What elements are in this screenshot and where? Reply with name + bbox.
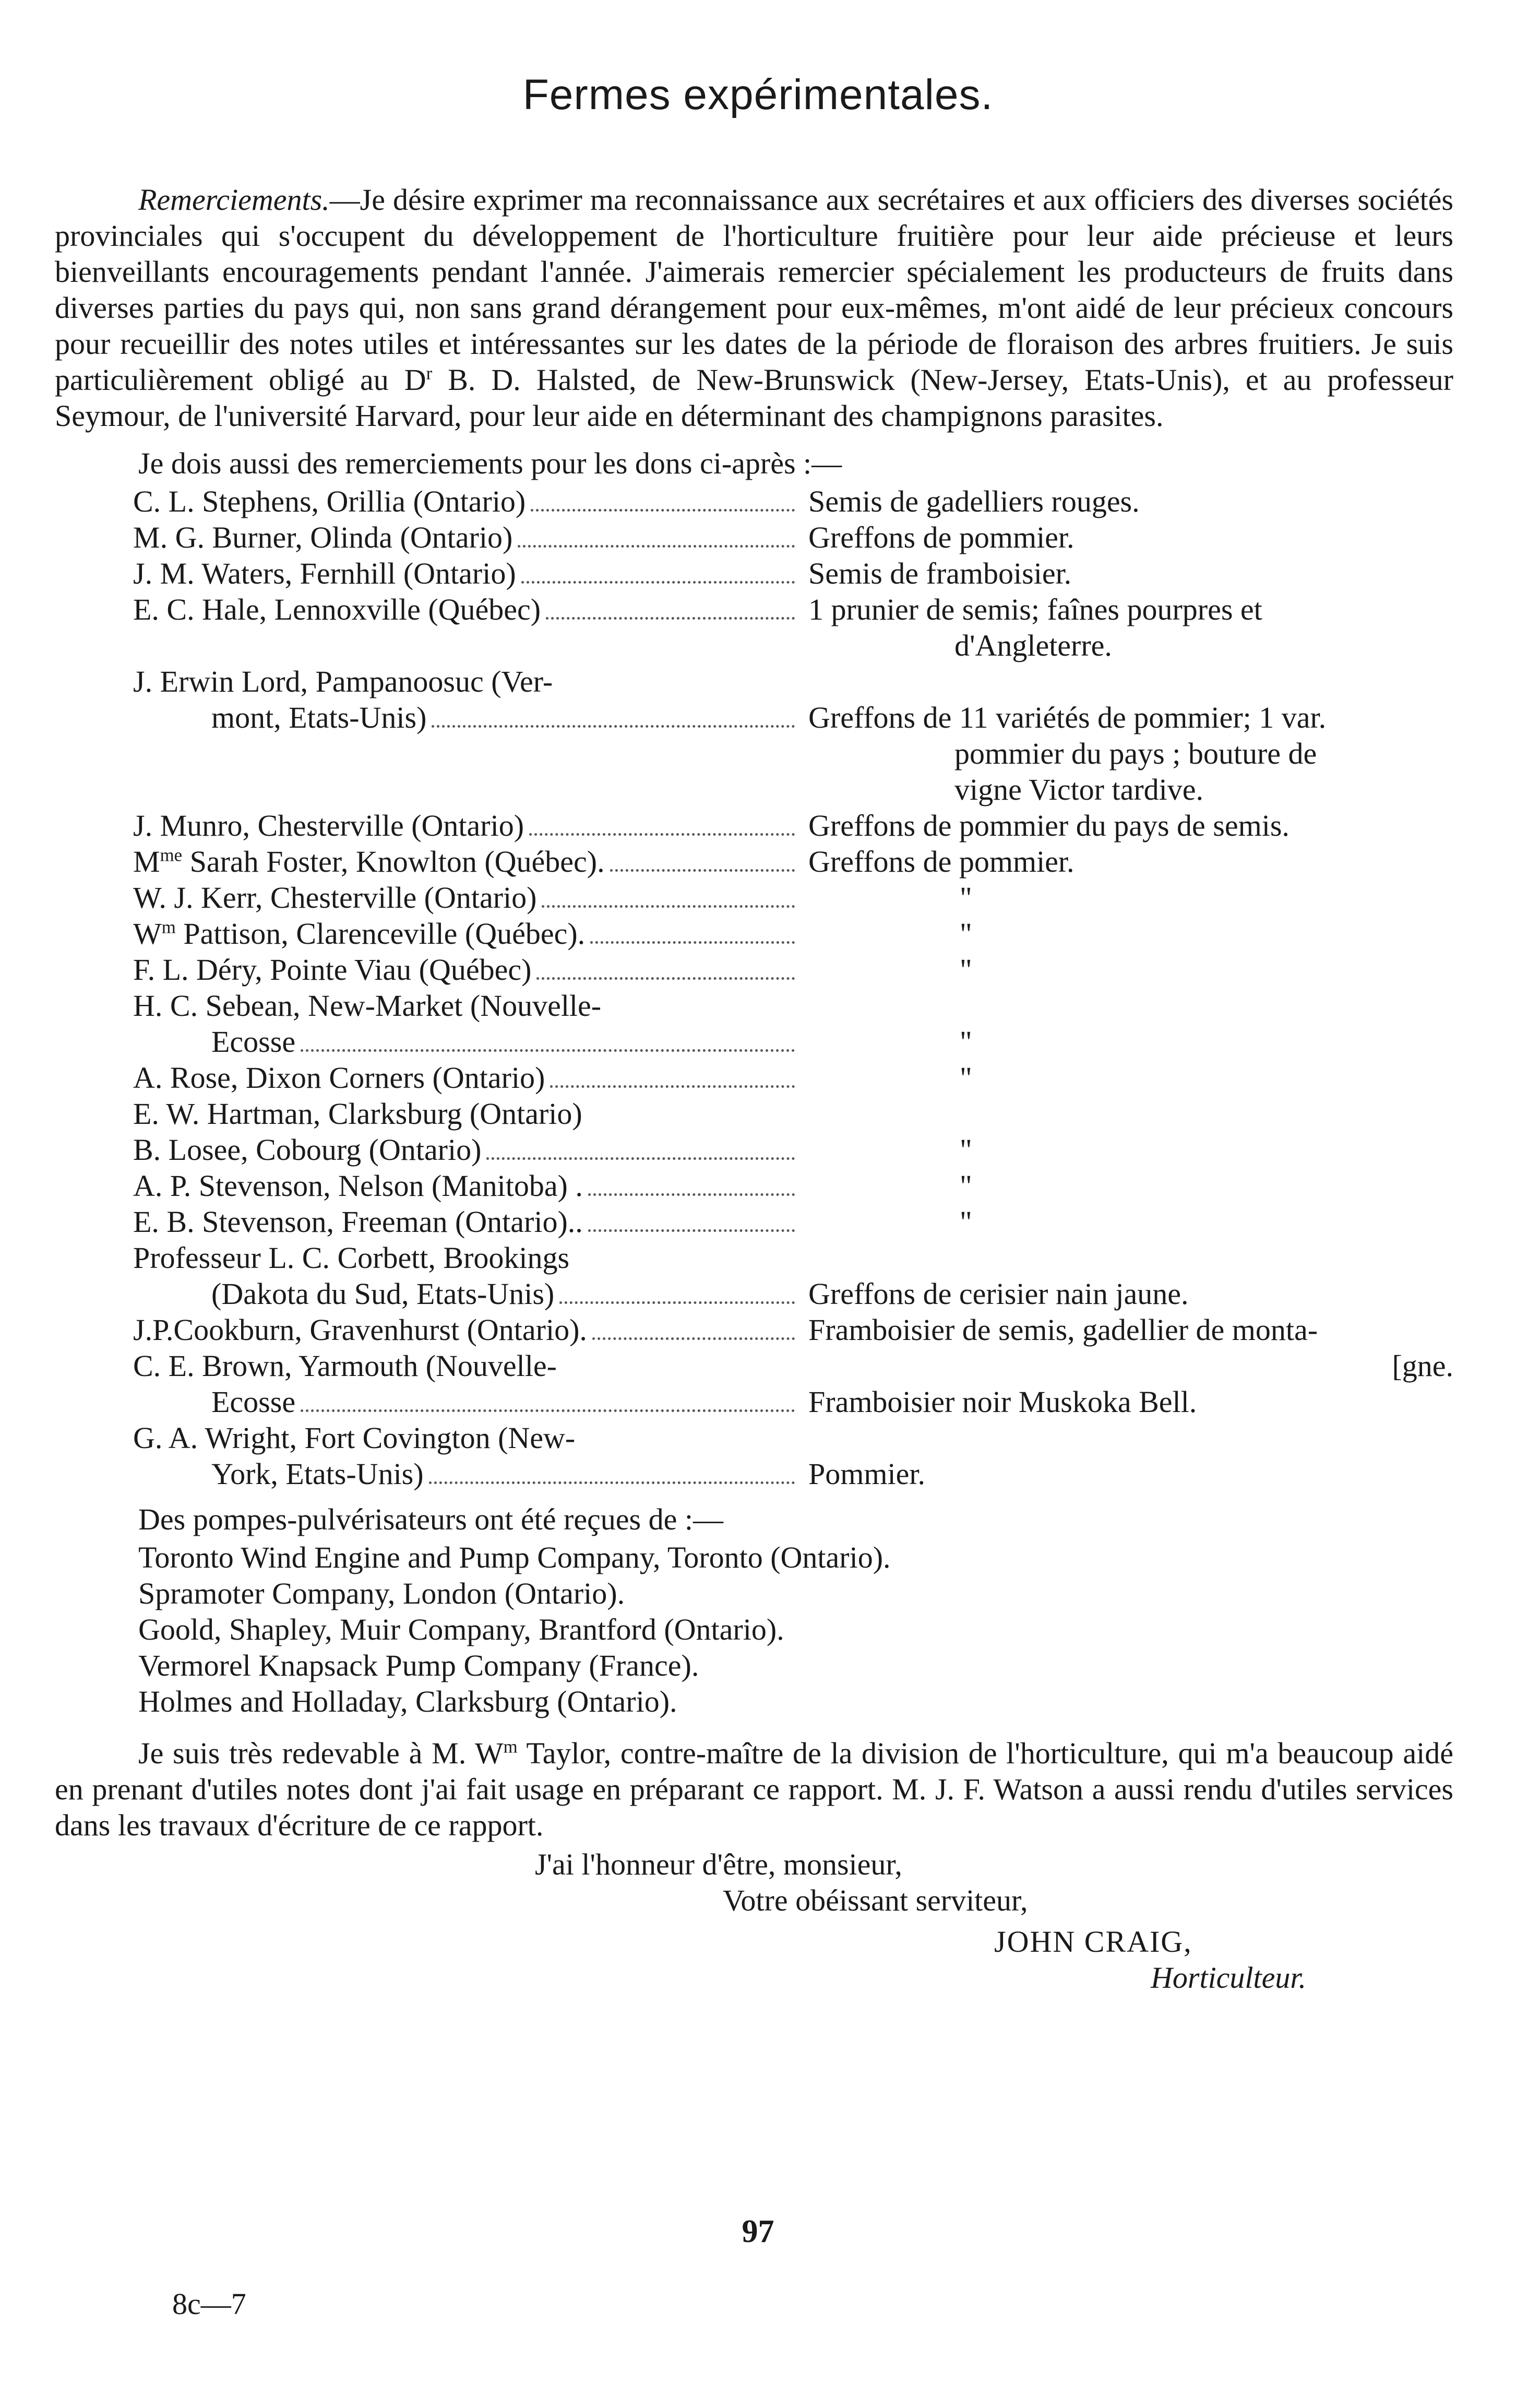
thanks-lead: Remerciements. bbox=[138, 183, 330, 217]
gift-donor-name: E. W. Hartman, Clarksburg (Ontario) bbox=[133, 1097, 582, 1131]
gift-row bbox=[133, 844, 1453, 880]
closing-text: Je suis très redevable à M. W bbox=[138, 1736, 504, 1770]
gift-donor bbox=[133, 483, 801, 519]
running-title: Fermes expérimentales. bbox=[522, 71, 994, 118]
gift-donor-name: J.P.Cookburn, Gravenhurst (Ontario). bbox=[133, 1313, 587, 1347]
gift-donor bbox=[133, 1204, 801, 1240]
gift-item bbox=[801, 1312, 1453, 1348]
thanks-text: —Je désire exprimer ma reconnaissance aux secrétaires et aux officiers des diverses sociétés provinciales qui s'occupent du développement de l'horticulture fruitière pour leur aide précieuse et leurs bienveillants encouragements pendant l'année. J'aimerais remercier spécialement les producteurs de fruits dans diverses parties du pays qui, non sans grand dérangement pour eux-mêmes, m'ont aidé de leur précieux concours pour recueillir des notes utiles et intéressantes sur les dates de la période de floraison des arbres fruitiers. Je suis particulièrement obligé au D bbox=[55, 183, 1453, 397]
ditto-mark: " bbox=[960, 1133, 972, 1167]
gift-item bbox=[801, 916, 1453, 952]
dot-leader bbox=[592, 1337, 795, 1340]
gift-text: Framboisier de semis, gadellier de monta- bbox=[808, 1313, 1318, 1347]
gift-text-cont: pommier du pays ; bouture de bbox=[954, 737, 1317, 770]
gift-donor bbox=[133, 844, 801, 880]
gift-row bbox=[133, 555, 1453, 591]
gift-donor-name: G. A. Wright, Fort Covington (New- bbox=[133, 1421, 576, 1455]
gift-donor-cont: (Dakota du Sud, Etats-Unis) bbox=[211, 1277, 555, 1311]
gift-donor-block bbox=[133, 663, 801, 736]
gift-donor-name: M. G. Burner, Olinda (Ontario) bbox=[133, 520, 513, 554]
dot-leader bbox=[588, 1193, 795, 1196]
gift-row bbox=[133, 916, 1453, 952]
gift-text-cont: vigne Victor tardive. bbox=[954, 773, 1204, 806]
gift-text: Semis de framboisier. bbox=[808, 556, 1072, 590]
gift-text: Greffons de pommier. bbox=[808, 520, 1075, 554]
gift-donor-prefix: W bbox=[133, 917, 162, 951]
gift-donor bbox=[133, 808, 801, 844]
gift-donor-block bbox=[133, 1240, 801, 1312]
dot-leader bbox=[429, 1481, 795, 1484]
gift-donor bbox=[133, 1132, 801, 1168]
gift-item bbox=[801, 808, 1453, 844]
gift-donor bbox=[133, 952, 801, 988]
gift-row bbox=[133, 952, 1453, 988]
gift-donor-cont: Ecosse bbox=[211, 1385, 296, 1419]
dot-leader bbox=[531, 509, 795, 512]
gift-donor-cont-line bbox=[133, 1276, 801, 1312]
gift-donor-cont: mont, Etats-Unis) bbox=[211, 701, 427, 734]
signature-name: JOHN CRAIG, bbox=[994, 1925, 1192, 1959]
gift-text: Greffons de pommier du pays de semis. bbox=[808, 809, 1290, 843]
gift-donor bbox=[133, 1240, 801, 1312]
dot-leader bbox=[301, 1409, 795, 1412]
dot-leader bbox=[529, 833, 795, 836]
gift-row bbox=[133, 519, 1453, 555]
dot-leader bbox=[518, 545, 795, 548]
gift-row bbox=[133, 1132, 1453, 1168]
dot-leader bbox=[542, 905, 795, 908]
ditto-mark: " bbox=[960, 1205, 972, 1239]
sprayers-intro: Des pompes-pulvérisateurs ont été reçues de :— bbox=[138, 1502, 723, 1536]
sprayer-supplier: Goold, Shapley, Muir Company, Brantford (Ontario). bbox=[138, 1612, 784, 1646]
gift-blank-line bbox=[808, 988, 1453, 1024]
gift-donor-cont-line bbox=[133, 1024, 801, 1060]
gift-item bbox=[801, 1240, 1453, 1312]
gift-donor-name: A. Rose, Dixon Corners (Ontario) bbox=[133, 1061, 545, 1095]
gift-donor bbox=[133, 555, 801, 591]
gift-donor-name: J. Erwin Lord, Pampanoosuc (Ver- bbox=[133, 665, 553, 698]
gift-donor-cont: York, Etats-Unis) bbox=[211, 1457, 424, 1491]
ditto-mark: " bbox=[960, 953, 972, 987]
gift-item bbox=[801, 483, 1453, 519]
gift-item bbox=[801, 1132, 1453, 1168]
gift-row bbox=[133, 591, 1453, 663]
dot-leader bbox=[550, 1085, 795, 1088]
gift-donor-name: A. P. Stevenson, Nelson (Manitoba) . bbox=[133, 1169, 583, 1203]
dot-leader bbox=[590, 941, 795, 944]
gift-donor bbox=[133, 1060, 801, 1096]
gift-text: Greffons de cerisier nain jaune. bbox=[808, 1277, 1189, 1311]
gift-donor-name: J. Munro, Chesterville (Ontario) bbox=[133, 809, 524, 843]
sprayer-list bbox=[138, 1539, 1453, 1719]
gift-donor-rest: Sarah Foster, Knowlton (Québec). bbox=[182, 845, 605, 879]
gift-item bbox=[801, 591, 1453, 663]
gift-row bbox=[133, 1240, 1453, 1312]
sprayer-supplier: Vermorel Knapsack Pump Company (France). bbox=[138, 1648, 699, 1682]
gift-donor-cont-line bbox=[133, 699, 801, 736]
gift-donor-block bbox=[133, 1348, 801, 1420]
dot-leader bbox=[559, 1301, 795, 1304]
gift-row bbox=[133, 1168, 1453, 1204]
ditto-mark: " bbox=[960, 917, 972, 951]
gift-donor-name: H. C. Sebean, New-Market (Nouvelle- bbox=[133, 989, 602, 1023]
dot-leader bbox=[610, 869, 795, 872]
gift-item bbox=[801, 988, 1453, 1060]
gift-blank-line bbox=[808, 663, 1453, 699]
gift-donor-name bbox=[133, 844, 605, 880]
body-text bbox=[55, 182, 1453, 1996]
gift-donor-name bbox=[133, 916, 585, 952]
dot-leader bbox=[536, 977, 795, 980]
complimentary-close: Votre obéissant serviteur, bbox=[723, 1883, 1028, 1917]
gift-donor-name: E. B. Stevenson, Freeman (Ontario).. bbox=[133, 1205, 583, 1239]
gift-row bbox=[133, 808, 1453, 844]
gift-donor bbox=[133, 916, 801, 952]
gift-item bbox=[801, 663, 1453, 808]
gift-donor bbox=[133, 591, 801, 627]
gift-row bbox=[133, 988, 1453, 1060]
gift-text: 1 prunier de semis; faînes pourpres et bbox=[808, 592, 1262, 626]
gift-item bbox=[801, 1060, 1453, 1096]
gift-row bbox=[133, 1348, 1453, 1420]
gift-donor-prefix: M bbox=[133, 845, 160, 879]
closing-text-after: Taylor, contre-maître de la division de l'horticulture, qui m'a beaucoup aidé en prenant d'utiles notes dont j'ai fait usage en préparant ce rapport. M. J. F. Watson a aussi rendu d'utiles services dans les travaux d'écriture de ce rapport. bbox=[55, 1736, 1453, 1842]
gift-donor-name: C. L. Stephens, Orillia (Ontario) bbox=[133, 484, 526, 518]
gift-donor-cont-line bbox=[133, 1384, 801, 1420]
gift-row bbox=[133, 1420, 1453, 1492]
gifts-intro: Je dois aussi des remerciements pour les dons ci-après :— bbox=[138, 446, 842, 480]
sprayer-supplier: Toronto Wind Engine and Pump Company, Toronto (Ontario). bbox=[138, 1540, 891, 1574]
gift-text: Pommier. bbox=[808, 1457, 925, 1491]
gift-donor-sup: m bbox=[161, 917, 176, 938]
gift-donor-name: C. E. Brown, Yarmouth (Nouvelle- bbox=[133, 1349, 557, 1383]
gift-row bbox=[133, 663, 1453, 808]
gift-donor bbox=[133, 880, 801, 916]
dot-leader bbox=[546, 617, 795, 620]
gift-text-cont: Framboisier noir Muskoka Bell. bbox=[808, 1385, 1197, 1419]
thanks-paragraph bbox=[55, 182, 1453, 434]
gift-donor-name: F. L. Déry, Pointe Viau (Québec) bbox=[133, 953, 532, 987]
printer-signature-mark: 8c—7 bbox=[172, 2287, 246, 2321]
dot-leader bbox=[432, 725, 795, 728]
gift-donor bbox=[133, 1168, 801, 1204]
gift-text: Greffons de 11 variétés de pommier; 1 var. bbox=[808, 701, 1327, 734]
gift-donor bbox=[133, 1348, 801, 1420]
gift-donor bbox=[133, 1420, 801, 1492]
page-number: 97 bbox=[742, 2214, 774, 2249]
gift-row bbox=[133, 1096, 1453, 1132]
gift-text-cont: d'Angleterre. bbox=[954, 628, 1112, 662]
gift-row bbox=[133, 1204, 1453, 1240]
gift-item bbox=[801, 1348, 1453, 1420]
gift-row bbox=[133, 1060, 1453, 1096]
gift-text: [gne. bbox=[1392, 1349, 1453, 1383]
gift-donor-sup: me bbox=[160, 845, 183, 865]
salutation: J'ai l'honneur d'être, monsieur, bbox=[535, 1847, 902, 1881]
gift-item bbox=[801, 880, 1453, 916]
dot-leader bbox=[521, 581, 795, 584]
gift-donor bbox=[133, 663, 801, 736]
gift-row bbox=[133, 880, 1453, 916]
gift-list bbox=[133, 483, 1453, 1492]
gift-donor-block bbox=[133, 1420, 801, 1492]
sprayer-supplier: Spramoter Company, London (Ontario). bbox=[138, 1576, 625, 1610]
ditto-mark: " bbox=[960, 1061, 972, 1095]
gift-donor bbox=[133, 1096, 801, 1132]
signature-title: Horticulteur. bbox=[1151, 1961, 1307, 1995]
gift-item bbox=[801, 1420, 1453, 1492]
gift-donor-rest: Pattison, Clarenceville (Québec). bbox=[175, 917, 586, 951]
gift-item bbox=[801, 844, 1453, 880]
gift-item bbox=[801, 1168, 1453, 1204]
gift-item bbox=[801, 519, 1453, 555]
gift-donor-cont-line bbox=[133, 1456, 801, 1492]
gift-donor-name: B. Losee, Cobourg (Ontario) bbox=[133, 1133, 482, 1167]
gift-item bbox=[801, 1204, 1453, 1240]
gift-item bbox=[801, 952, 1453, 988]
dot-leader bbox=[486, 1157, 795, 1160]
dot-leader bbox=[588, 1229, 795, 1232]
dot-leader bbox=[301, 1049, 795, 1052]
gift-item bbox=[801, 555, 1453, 591]
ditto-mark: " bbox=[960, 881, 972, 915]
gift-donor bbox=[133, 519, 801, 555]
closing-paragraph bbox=[55, 1735, 1453, 1843]
gift-row bbox=[133, 483, 1453, 519]
gift-donor bbox=[133, 988, 801, 1060]
sprayer-supplier: Holmes and Holladay, Clarksburg (Ontario). bbox=[138, 1685, 677, 1718]
thanks-dr-sup: r bbox=[426, 363, 433, 384]
gift-donor-name: W. J. Kerr, Chesterville (Ontario) bbox=[133, 881, 537, 915]
ditto-mark: " bbox=[960, 1025, 972, 1059]
gift-donor-name: Professeur L. C. Corbett, Brookings bbox=[133, 1241, 570, 1275]
closing-sup: m bbox=[503, 1736, 518, 1757]
gift-text: Semis de gadelliers rouges. bbox=[808, 484, 1140, 518]
gift-donor-cont: Ecosse bbox=[211, 1025, 296, 1059]
gift-donor-name: J. M. Waters, Fernhill (Ontario) bbox=[133, 556, 516, 590]
gift-blank-line bbox=[808, 1240, 1453, 1276]
gift-donor-block bbox=[133, 988, 801, 1060]
gift-donor bbox=[133, 1312, 801, 1348]
gift-blank-line bbox=[808, 1420, 1453, 1456]
gift-text: Greffons de pommier. bbox=[808, 845, 1075, 879]
thanks-text-after: B. D. Halsted, de New-Brunswick (New-Jersey, Etats-Unis), et au professeur Seymour, de l'université Harvard, pour leur aide en déterminant des champignons parasites. bbox=[55, 363, 1453, 433]
gift-row bbox=[133, 1312, 1453, 1348]
ditto-mark: " bbox=[960, 1169, 972, 1203]
gift-donor-name: E. C. Hale, Lennoxville (Québec) bbox=[133, 592, 541, 626]
